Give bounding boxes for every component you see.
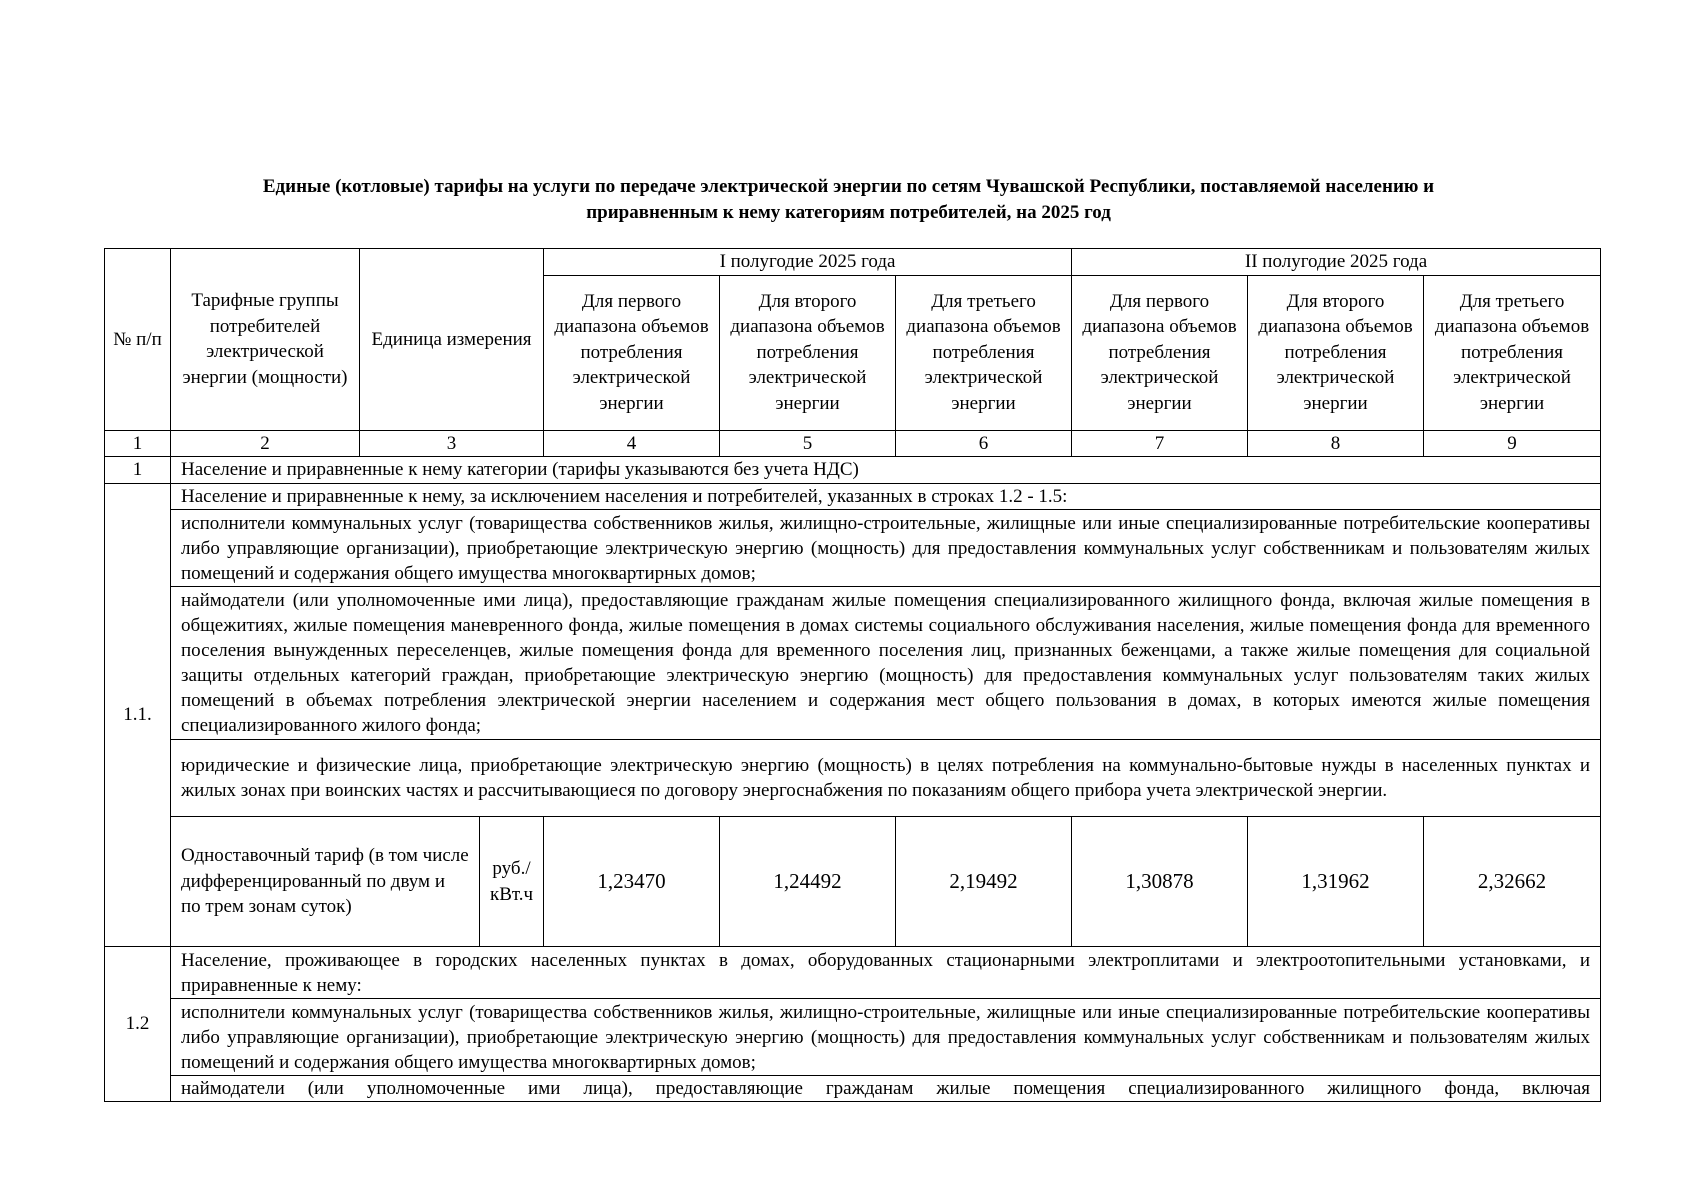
header-h2-range-1: Для первого диапазона объемов потребления электрической энергии xyxy=(1072,275,1248,430)
tariff-value-h1-range-3: 2,19492 xyxy=(896,817,1072,947)
title-line-1: Единые (котловые) тарифы на услуги по передаче электрической энергии по сетям Чувашской Республики, поставляемой населению и xyxy=(262,176,1435,197)
header-unit: Единица измерения xyxy=(360,249,544,431)
header-row-halves xyxy=(105,249,1601,276)
section-1-title: Население и приравненные к нему категории (тарифы указываются без учета НДС) xyxy=(171,457,1601,484)
header-h2-range-2: Для второго диапазона объемов потребления электрической энергии xyxy=(1248,275,1424,430)
header-half-1: I полугодие 2025 года xyxy=(544,249,1072,276)
header-h1-range-1: Для первого диапазона объемов потребления электрической энергии xyxy=(544,275,720,430)
column-number: 5 xyxy=(720,430,896,457)
header-h1-range-3: Для третьего диапазона объемов потребления электрической энергии xyxy=(896,275,1072,430)
title-line-2: приравненным к нему категориям потребителей, на 2025 год xyxy=(586,202,1111,223)
row-1-1-item-1 xyxy=(105,510,1601,587)
row-1-2-num: 1.2 xyxy=(105,947,171,1102)
header-num: № п/п xyxy=(105,249,171,431)
column-number: 7 xyxy=(1072,430,1248,457)
row-1-1-num: 1.1. xyxy=(105,483,171,947)
column-number: 6 xyxy=(896,430,1072,457)
row-1-1-intro xyxy=(105,483,1601,510)
row-1-1-intro-text: Население и приравненные к нему, за исключением населения и потребителей, указанных в строках 1.2 - 1.5: xyxy=(171,483,1601,510)
header-tariff-groups: Тарифные группы потребителей электрической энергии (мощности) xyxy=(171,249,360,431)
row-1-1-item-3-text: юридические и физические лица, приобретающие электрическую энергию (мощность) в целях потребления на коммунально-бытовые нужды в населенных пунктах и жилых зонах при воинских частях и рассчитывающиеся по договору энергоснабжения по показаниям общего прибора учета электрической энергии. xyxy=(171,740,1601,817)
column-number: 3 xyxy=(360,430,544,457)
row-1-2-intro-text: Население, проживающее в городских населенных пунктах в домах, оборудованных стационарными электроплитами и электроотопительными установками, и приравненные к нему: xyxy=(171,947,1601,999)
header-h2-range-3: Для третьего диапазона объемов потребления электрической энергии xyxy=(1424,275,1601,430)
tariff-value-h2-range-2: 1,31962 xyxy=(1248,817,1424,947)
tariff-value-h2-range-3: 2,32662 xyxy=(1424,817,1601,947)
row-1-1-item-3 xyxy=(105,740,1601,817)
tariff-value-h2-range-1: 1,30878 xyxy=(1072,817,1248,947)
row-1-2-item-1-text: исполнители коммунальных услуг (товарищества собственников жилья, жилищно-строительные, жилищные или иные специализированные потребительские кооперативы либо управляющие организации), приобретающие электрическую энергию (мощность) для предоставления коммунальных услуг собственникам и пользователям жилых помещений и содержания общего имущества многоквартирных домов; xyxy=(171,999,1601,1076)
header-h1-range-2: Для второго диапазона объемов потребления электрической энергии xyxy=(720,275,896,430)
tariff-label: Одноставочный тариф (в том числе дифференцированный по двум и по трем зонам суток) xyxy=(171,817,480,947)
row-1-1-item-1-text: исполнители коммунальных услуг (товарищества собственников жилья, жилищно-строительные, жилищные или иные специализированные потребительские кооперативы либо управляющие организации), приобретающие электрическую энергию (мощность) для предоставления коммунальных услуг собственникам и пользователям жилых помещений и содержания общего имущества многоквартирных домов; xyxy=(171,510,1601,587)
header-half-2: II полугодие 2025 года xyxy=(1072,249,1601,276)
section-1-row xyxy=(105,457,1601,484)
column-number: 1 xyxy=(105,430,171,457)
column-number-row xyxy=(105,430,1601,457)
tariff-unit: руб./кВт.ч xyxy=(480,817,544,947)
row-1-2-item-2-text: наймодатели (или уполномоченные ими лица), предоставляющие гражданам жилые помещения специализированного жилищного фонда, включая xyxy=(171,1076,1601,1102)
tariff-value-h1-range-1: 1,23470 xyxy=(544,817,720,947)
row-1-2-item-1 xyxy=(105,999,1601,1076)
column-number: 4 xyxy=(544,430,720,457)
tariff-value-h1-range-2: 1,24492 xyxy=(720,817,896,947)
section-1-num: 1 xyxy=(105,457,171,484)
row-1-2-intro xyxy=(105,947,1601,999)
column-number: 2 xyxy=(171,430,360,457)
tariff-table xyxy=(104,248,1601,1102)
column-number: 9 xyxy=(1424,430,1601,457)
row-1-1-tariff xyxy=(105,817,1601,947)
row-1-1-item-2-text: наймодатели (или уполномоченные ими лица), предоставляющие гражданам жилые помещения специализированного жилищного фонда, включая жилые помещения в общежитиях, жилые помещения маневренного фонда, жилые помещения в домах системы социального обслуживания населения, жилые помещения фонда для временного поселения вынужденных переселенцев, жилые помещения фонда для временного поселения лиц, признанных беженцами, а также жилые помещения для социальной защиты отдельных категорий граждан, приобретающие электрическую энергию (мощность) для предоставления коммунальных услуг пользователям таких жилых помещений в объемах потребления электрической энергии населением и содержания мест общего пользования в домах, в которых имеются жилые помещения специализированного жилого фонда; xyxy=(171,587,1601,740)
column-number: 8 xyxy=(1248,430,1424,457)
page-title xyxy=(150,174,1547,226)
row-1-2-item-2 xyxy=(105,1076,1601,1102)
row-1-1-item-2 xyxy=(105,587,1601,740)
